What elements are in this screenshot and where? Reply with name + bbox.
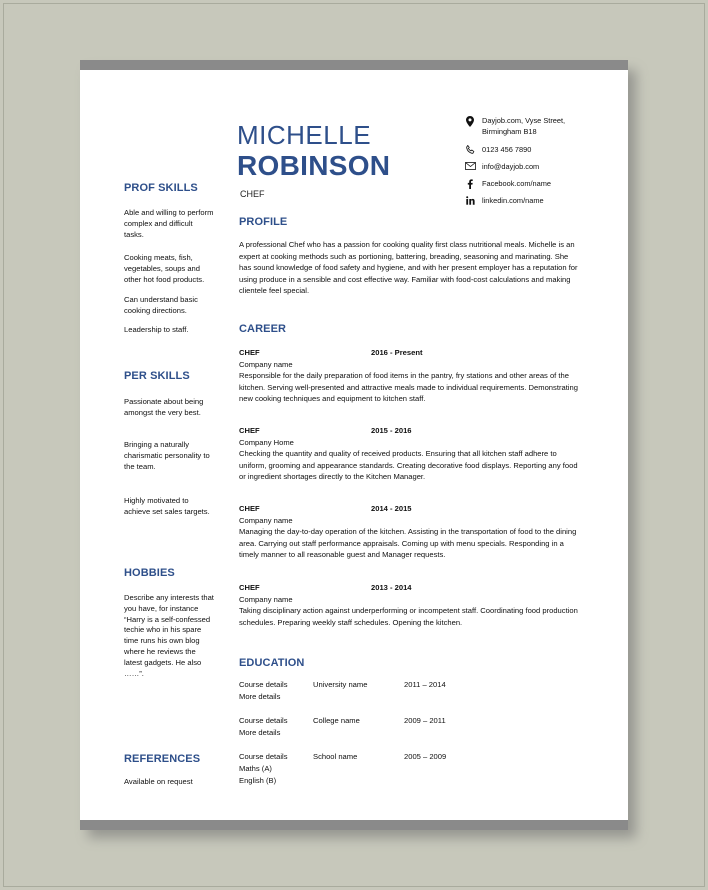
job-description: Managing the day-to-day operation of the kitchen. Assisting in the transportation of food to the dining area. Carrying out staff performance appraisals. Coming up with menu specials. Responding in a timely manner to all reasonable guest and Manager requests. bbox=[239, 527, 577, 560]
profile-title: PROFILE bbox=[239, 216, 288, 228]
hobbies-text: Describe any interests that you have, for instance “Harry is a self-confessed techie who in his spare time runs his own blog where he reviews the latest gadgets. He also ……”. bbox=[124, 593, 214, 678]
references-text: Available on request bbox=[124, 777, 193, 786]
job-description: Checking the quantity and quality of received products. Ensuring that all kitchen staff adhere to uniform, grooming and appearance standards. Creating decorative food displays. Reporting any food or ingredient shortages directly to the Kitchen Manager. bbox=[239, 449, 578, 482]
prof-skill-item: Can understand basic cooking directions. bbox=[124, 295, 198, 315]
job-description: Taking disciplinary action against underperforming or incompetent staff. Coordinating food production schedules. Preparing weekly staff schedules. Opening the kitchen. bbox=[239, 606, 578, 627]
course-details: Course details bbox=[239, 680, 288, 689]
job-dates: 2014 - 2015 bbox=[371, 504, 412, 513]
contact-facebook bbox=[458, 179, 568, 190]
first-name: MICHELLE bbox=[237, 120, 372, 150]
job-header bbox=[239, 583, 579, 592]
course-extra: More details bbox=[239, 691, 281, 701]
job-role: CHEF bbox=[239, 504, 260, 513]
education-dates: 2005 – 2009 bbox=[404, 752, 447, 761]
contact-address bbox=[458, 116, 568, 137]
job-company: Company name bbox=[239, 516, 293, 525]
location-pin-icon bbox=[458, 116, 482, 127]
facebook-link[interactable]: Facebook.com/name bbox=[482, 179, 552, 188]
course-extra: Maths (A) bbox=[239, 763, 272, 773]
job-company: Company name bbox=[239, 360, 293, 369]
education-dates: 2009 – 2011 bbox=[404, 716, 446, 725]
per-skill-item: Bringing a naturally charismatic personality to the team. bbox=[124, 440, 210, 471]
job-role: CHEF bbox=[239, 348, 260, 357]
facebook-icon bbox=[458, 179, 482, 189]
contact-phone bbox=[458, 145, 568, 156]
course-details: Course details bbox=[239, 752, 288, 761]
prof-skill-item: Leadership to staff. bbox=[124, 325, 189, 334]
job-header bbox=[239, 504, 579, 513]
last-name: ROBINSON bbox=[237, 150, 391, 181]
prof-skills-title: PROF SKILLS bbox=[124, 182, 198, 194]
course-extra: English (B) bbox=[239, 775, 277, 785]
job-dates: 2015 - 2016 bbox=[371, 426, 412, 435]
job-header bbox=[239, 426, 579, 435]
per-skill-item: Passionate about being amongst the very best. bbox=[124, 397, 204, 417]
phone-number: 0123 456 7890 bbox=[482, 145, 532, 154]
profile-text: A professional Chef who has a passion for cooking quality first class nutritional meals. Michelle is an expert at cooking methods such as portioning, battering, breading, seasoning and marinating. She has sound knowledge of food safety and hygiene, and with her present employer has a reputation for using produce in a sensible and cost effective way. Familiar with food-cost calculations and making clientele feel special. bbox=[239, 240, 578, 296]
per-skills-title: PER SKILLS bbox=[124, 370, 190, 382]
linkedin-link[interactable]: linkedin.com/name bbox=[482, 196, 544, 205]
school-name: University name bbox=[313, 680, 368, 689]
email-address[interactable]: info@dayjob.com bbox=[482, 162, 540, 171]
job-dates: 2013 - 2014 bbox=[371, 583, 412, 592]
contact-email bbox=[458, 162, 568, 173]
education-dates: 2011 – 2014 bbox=[404, 680, 446, 689]
prof-skill-item: Able and willing to perform complex and difficult tasks. bbox=[124, 208, 214, 239]
address-line-1: Dayjob.com, Vyse Street, bbox=[482, 116, 566, 125]
phone-icon bbox=[458, 145, 482, 154]
school-name: School name bbox=[313, 752, 358, 761]
address-line-2: Birmingham B18 bbox=[482, 126, 537, 136]
contact-linkedin bbox=[458, 196, 568, 207]
prof-skill-item: Cooking meats, fish, vegetables, soups and other hot food products. bbox=[124, 253, 205, 284]
references-title: REFERENCES bbox=[124, 753, 201, 765]
per-skill-item: Highly motivated to achieve set sales targets. bbox=[124, 496, 210, 516]
course-details: Course details bbox=[239, 716, 288, 725]
job-description: Responsible for the daily preparation of food items in the pantry, fry stations and other areas of the kitchen. Serving well-presented and attractive meals made to individual requirements. Demonstrating new cooking techniques and equipment to kitchen staff. bbox=[239, 371, 578, 404]
job-company: Company Home bbox=[239, 438, 294, 447]
education-title: EDUCATION bbox=[239, 657, 305, 669]
school-name: College name bbox=[313, 716, 360, 725]
career-title: CAREER bbox=[239, 323, 287, 335]
course-extra: More details bbox=[239, 727, 281, 737]
hobbies-title: HOBBIES bbox=[124, 567, 175, 579]
job-dates: 2016 - Present bbox=[371, 348, 423, 357]
job-role: CHEF bbox=[240, 189, 265, 199]
job-role: CHEF bbox=[239, 426, 260, 435]
job-role: CHEF bbox=[239, 583, 260, 592]
linkedin-icon bbox=[458, 196, 482, 205]
email-icon bbox=[458, 162, 482, 170]
job-header bbox=[239, 348, 579, 357]
resume-page bbox=[80, 60, 628, 830]
job-company: Company name bbox=[239, 595, 293, 604]
